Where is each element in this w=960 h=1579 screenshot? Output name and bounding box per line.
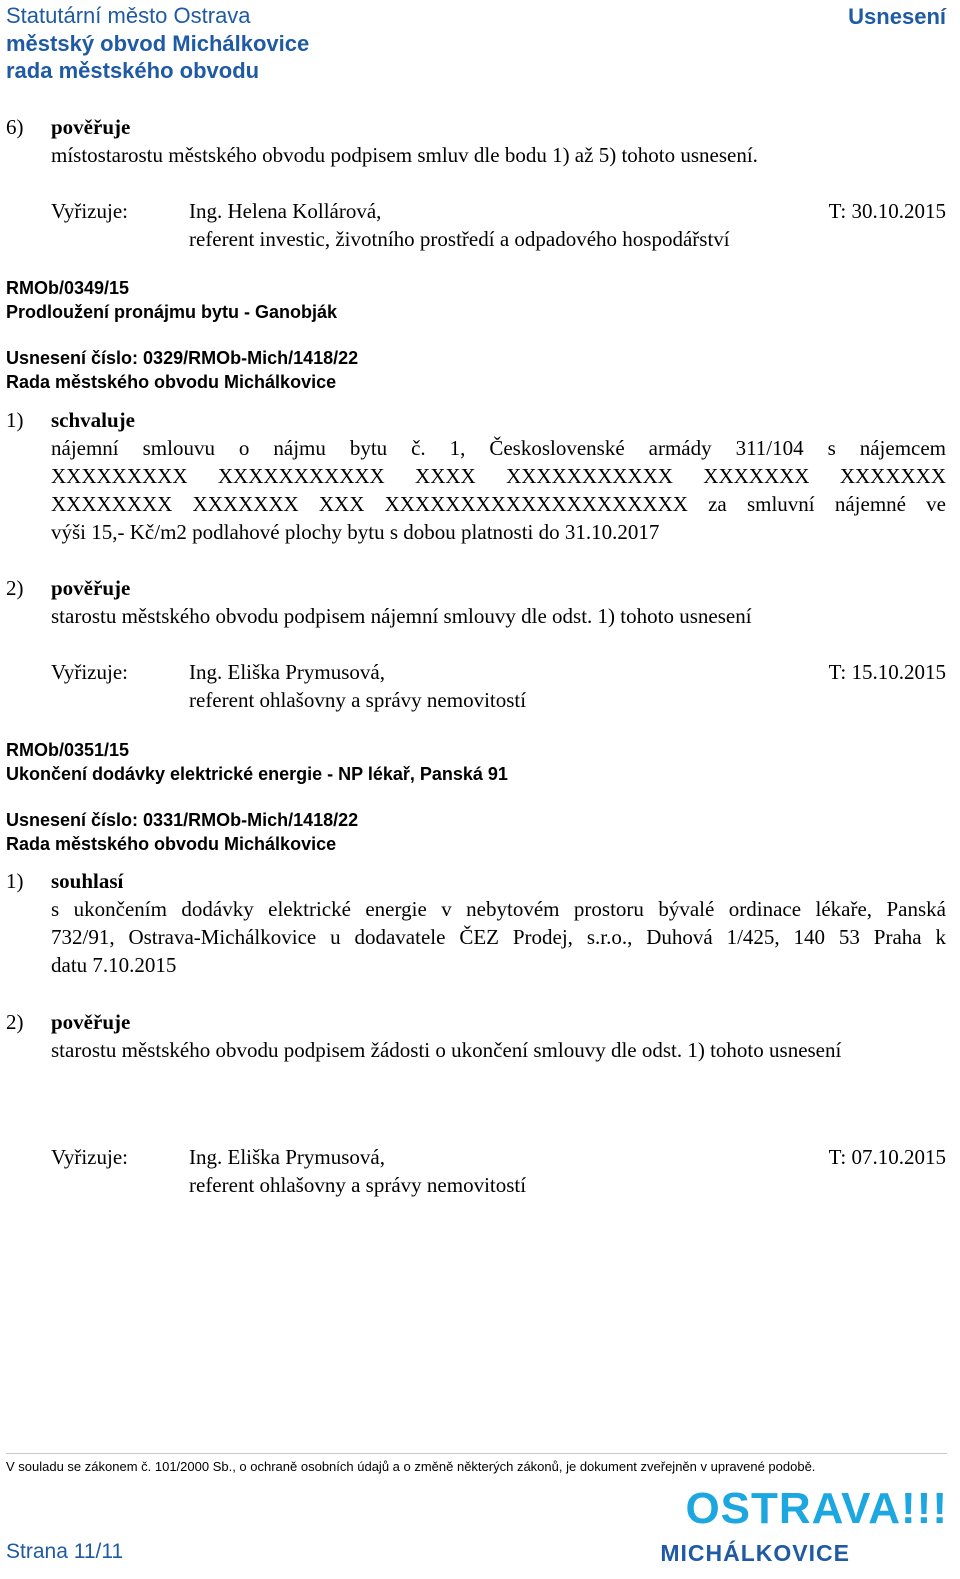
handler-name: Ing. Eliška Prymusová,: [189, 660, 385, 684]
privacy-note: V souladu se zákonem č. 101/2000 Sb., o ochraně osobních údajů a o změně některých zákonů, je dokument zveřejněn v upravené podobě.: [6, 1459, 816, 1474]
handler-name: Ing. Eliška Prymusová,: [189, 1145, 385, 1169]
deadline: T: 15.10.2015: [828, 660, 946, 684]
deadline: T: 07.10.2015: [828, 1145, 946, 1169]
header-district: městský obvod Michálkovice: [6, 31, 310, 56]
header-council: rada městského obvodu: [6, 58, 260, 83]
item-number: 1): [6, 869, 24, 893]
item-text-line: výši 15,- Kč/m2 podlahové plochy bytu s dobou platnosti do 31.10.2017: [51, 520, 660, 544]
ostrava-logo: OSTRAVA!!!: [685, 1484, 948, 1533]
handler-label: Vyřizuje:: [51, 1145, 128, 1169]
item-text-line: s ukončením dodávky elektrické energie v nebytovém prostoru bývalé ordinace lékaře, Panská: [51, 897, 946, 921]
item-text: starostu městského obvodu podpisem žádosti o ukončení smlouvy dle odst. 1) tohoto usnesení: [51, 1038, 842, 1062]
item-text-line: XXXXXXXX XXXXXXX XXX XXXXXXXXXXXXXXXXXXXX za smluvní nájemné ve: [51, 492, 946, 516]
item-text-line: nájemní smlouvu o nájmu bytu č. 1, Československé armády 311/104 s nájemcem: [51, 436, 946, 460]
deadline: T: 30.10.2015: [828, 199, 946, 223]
resolution-title: Prodloužení pronájmu bytu - Ganobják: [6, 302, 338, 322]
item-number: 6): [6, 115, 24, 139]
resolution-title: Ukončení dodávky elektrické energie - NP lékař, Panská 91: [6, 764, 508, 784]
handler-role: referent investic, životního prostředí a odpadového hospodářství: [189, 227, 730, 251]
resolution-number: Usnesení číslo: 0329/RMOb-Mich/1418/22: [6, 348, 359, 368]
resolution-body: Rada městského obvodu Michálkovice: [6, 834, 337, 854]
resolution-body: Rada městského obvodu Michálkovice: [6, 372, 337, 392]
resolution-code: RMOb/0351/15: [6, 740, 130, 760]
item-verb: pověřuje: [51, 576, 131, 600]
item-verb: pověřuje: [51, 115, 131, 139]
header-city: Statutární město Ostrava: [6, 3, 251, 28]
resolution-number: Usnesení číslo: 0331/RMOb-Mich/1418/22: [6, 810, 359, 830]
item-number: 2): [6, 576, 24, 600]
item-verb: pověřuje: [51, 1010, 131, 1034]
handler-role: referent ohlašovny a správy nemovitostí: [189, 688, 527, 712]
item-number: 2): [6, 1010, 24, 1034]
handler-role: referent ohlašovny a správy nemovitostí: [189, 1173, 527, 1197]
handler-name: Ing. Helena Kollárová,: [189, 199, 382, 223]
item-number: 1): [6, 408, 24, 432]
item-text-line: datu 7.10.2015: [51, 953, 177, 977]
item-verb: schvaluje: [51, 408, 135, 432]
item-text-line: 732/91, Ostrava-Michálkovice u dodavatele ČEZ Prodej, s.r.o., Duhová 1/425, 140 53 Praha k: [51, 925, 946, 949]
footer-divider: [6, 1453, 947, 1454]
michalkovice-logo: MICHÁLKOVICE: [660, 1540, 850, 1566]
item-verb: souhlasí: [51, 869, 124, 893]
page-number: Strana 11/11: [6, 1540, 124, 1563]
handler-label: Vyřizuje:: [51, 660, 128, 684]
resolution-code: RMOb/0349/15: [6, 278, 130, 298]
item-text: místostarostu městského obvodu podpisem smluv dle bodu 1) až 5) tohoto usnesení.: [51, 143, 758, 167]
header-doc-type: Usnesení: [848, 4, 946, 29]
item-text-line: XXXXXXXXX XXXXXXXXXXX XXXX XXXXXXXXXXX XXXXXXX XXXXXXX: [51, 464, 946, 488]
item-text: starostu městského obvodu podpisem nájemní smlouvy dle odst. 1) tohoto usnesení: [51, 604, 752, 628]
handler-label: Vyřizuje:: [51, 199, 128, 223]
